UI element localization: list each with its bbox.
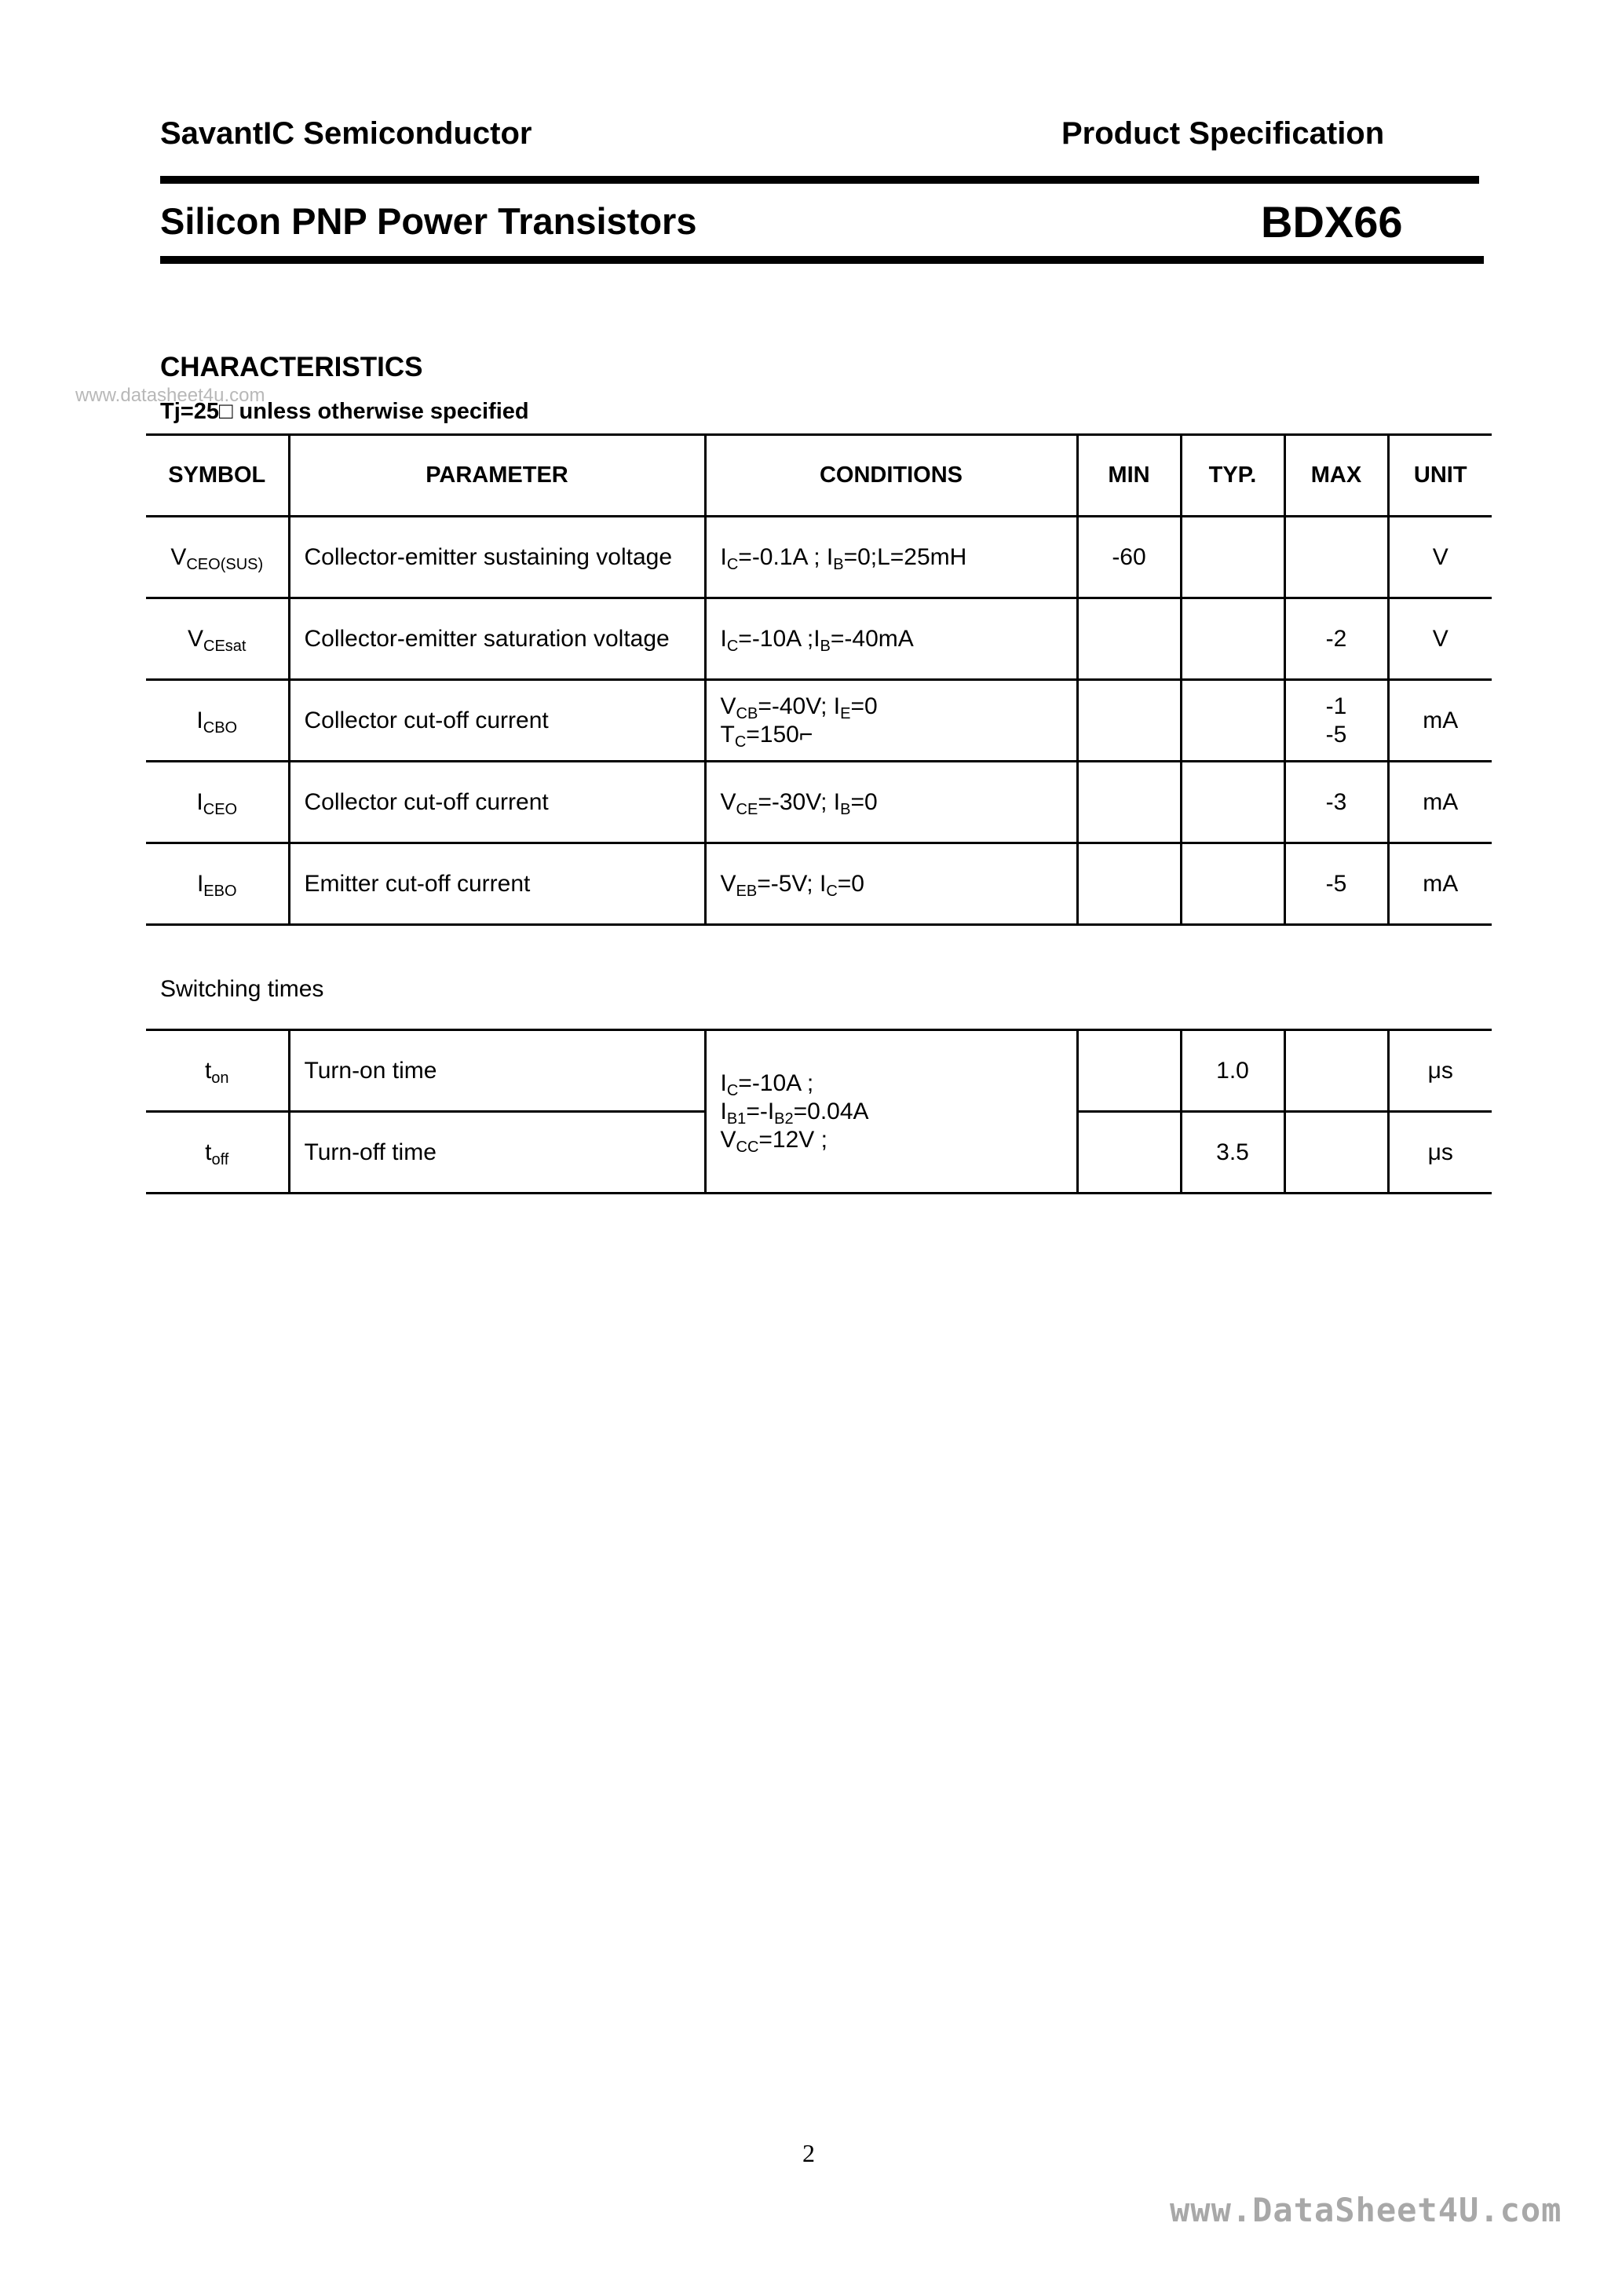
min-cell — [1077, 843, 1181, 925]
table-row — [146, 1030, 1492, 1112]
max-cell: -2 — [1284, 598, 1388, 680]
page-title: Silicon PNP Power Transistors — [160, 200, 697, 242]
unit-cell: mA — [1388, 680, 1492, 762]
symbol-cell: $V_{CEsat}$ — [146, 598, 289, 680]
col-symbol: SYMBOL — [146, 435, 289, 517]
switching-conditions-cell: $I_C=-10A$ ; $I_{B1}=-I_{B2}=0.04A$ $V_{CC}=12V$ ; — [705, 1030, 1077, 1194]
unit-cell: V — [1388, 598, 1492, 680]
table-row — [146, 680, 1492, 762]
unit-cell: V — [1388, 517, 1492, 598]
symbol-cell: $t_{off}$ — [146, 1112, 289, 1194]
col-parameter: PARAMETER — [289, 435, 705, 517]
min-cell — [1077, 680, 1181, 762]
typ-cell: 1.0 — [1181, 1030, 1284, 1112]
parameter-cell: Turn-on time — [289, 1030, 705, 1112]
col-typ: TYP. — [1181, 435, 1284, 517]
symbol-cell: $t_{on}$ — [146, 1030, 289, 1112]
characteristics-table — [146, 433, 1492, 926]
symbol-cell: $V_{CEO(SUS)}$ — [146, 517, 289, 598]
doc-type: Product Specification — [1061, 116, 1385, 151]
typ-cell — [1181, 762, 1284, 843]
conditions-cell: $V_{EB}=-5V$; $I_C=0$ — [705, 843, 1077, 925]
conditions-cell: $V_{CB}=-40V$; $I_E=0$ $T_C=150⌐$ — [705, 680, 1077, 762]
col-max: MAX — [1284, 435, 1388, 517]
conditions-cell: $V_{CE}=-30V$; $I_B=0$ — [705, 762, 1077, 843]
typ-cell — [1181, 680, 1284, 762]
table-header-row — [146, 435, 1492, 517]
typ-cell — [1181, 517, 1284, 598]
temperature-condition: Tj=25□ unless otherwise specified — [160, 399, 529, 424]
unit-cell: μs — [1388, 1112, 1492, 1194]
min-cell — [1077, 1112, 1181, 1194]
switching-times-label: Switching times — [160, 976, 324, 1002]
header-rule-bottom — [160, 256, 1484, 264]
max-cell: -1 -5 — [1284, 680, 1388, 762]
parameter-cell: Collector-emitter saturation voltage — [289, 598, 705, 680]
typ-cell — [1181, 598, 1284, 680]
part-number: BDX66 — [1261, 197, 1403, 247]
table-row — [146, 843, 1492, 925]
parameter-cell: Turn-off time — [289, 1112, 705, 1194]
header-rule-top — [160, 176, 1479, 184]
symbol-cell: $I_{CBO}$ — [146, 680, 289, 762]
switching-table — [146, 1029, 1492, 1194]
parameter-cell: Collector-emitter sustaining voltage — [289, 517, 705, 598]
min-cell — [1077, 1030, 1181, 1112]
conditions-cell: $I_C=-0.1A$ ; $I_B=0;L=25mH$ — [705, 517, 1077, 598]
table-row — [146, 517, 1492, 598]
max-cell — [1284, 1030, 1388, 1112]
watermark-bottom: www.DataSheet4U.com — [1170, 2191, 1562, 2229]
max-cell — [1284, 517, 1388, 598]
watermark-top: www.datasheet4u.com — [75, 385, 265, 406]
min-cell: -60 — [1077, 517, 1181, 598]
conditions-cell: $I_C=-10A$ $;I_B=-40mA$ — [705, 598, 1077, 680]
col-unit: UNIT — [1388, 435, 1492, 517]
typ-cell: 3.5 — [1181, 1112, 1284, 1194]
max-cell: -5 — [1284, 843, 1388, 925]
company-name: SavantIC Semiconductor — [160, 116, 532, 151]
symbol-cell: $I_{CEO}$ — [146, 762, 289, 843]
unit-cell: mA — [1388, 843, 1492, 925]
max-cell — [1284, 1112, 1388, 1194]
page-number: 2 — [802, 2139, 815, 2167]
typ-cell — [1181, 843, 1284, 925]
col-min: MIN — [1077, 435, 1181, 517]
table-row — [146, 598, 1492, 680]
min-cell — [1077, 598, 1181, 680]
unit-cell: mA — [1388, 762, 1492, 843]
parameter-cell: Emitter cut-off current — [289, 843, 705, 925]
table-row — [146, 762, 1492, 843]
min-cell — [1077, 762, 1181, 843]
col-conditions: CONDITIONS — [705, 435, 1077, 517]
section-heading: CHARACTERISTICS — [160, 352, 423, 382]
max-cell: -3 — [1284, 762, 1388, 843]
parameter-cell: Collector cut-off current — [289, 680, 705, 762]
unit-cell: μs — [1388, 1030, 1492, 1112]
parameter-cell: Collector cut-off current — [289, 762, 705, 843]
symbol-cell: $I_{EBO}$ — [146, 843, 289, 925]
